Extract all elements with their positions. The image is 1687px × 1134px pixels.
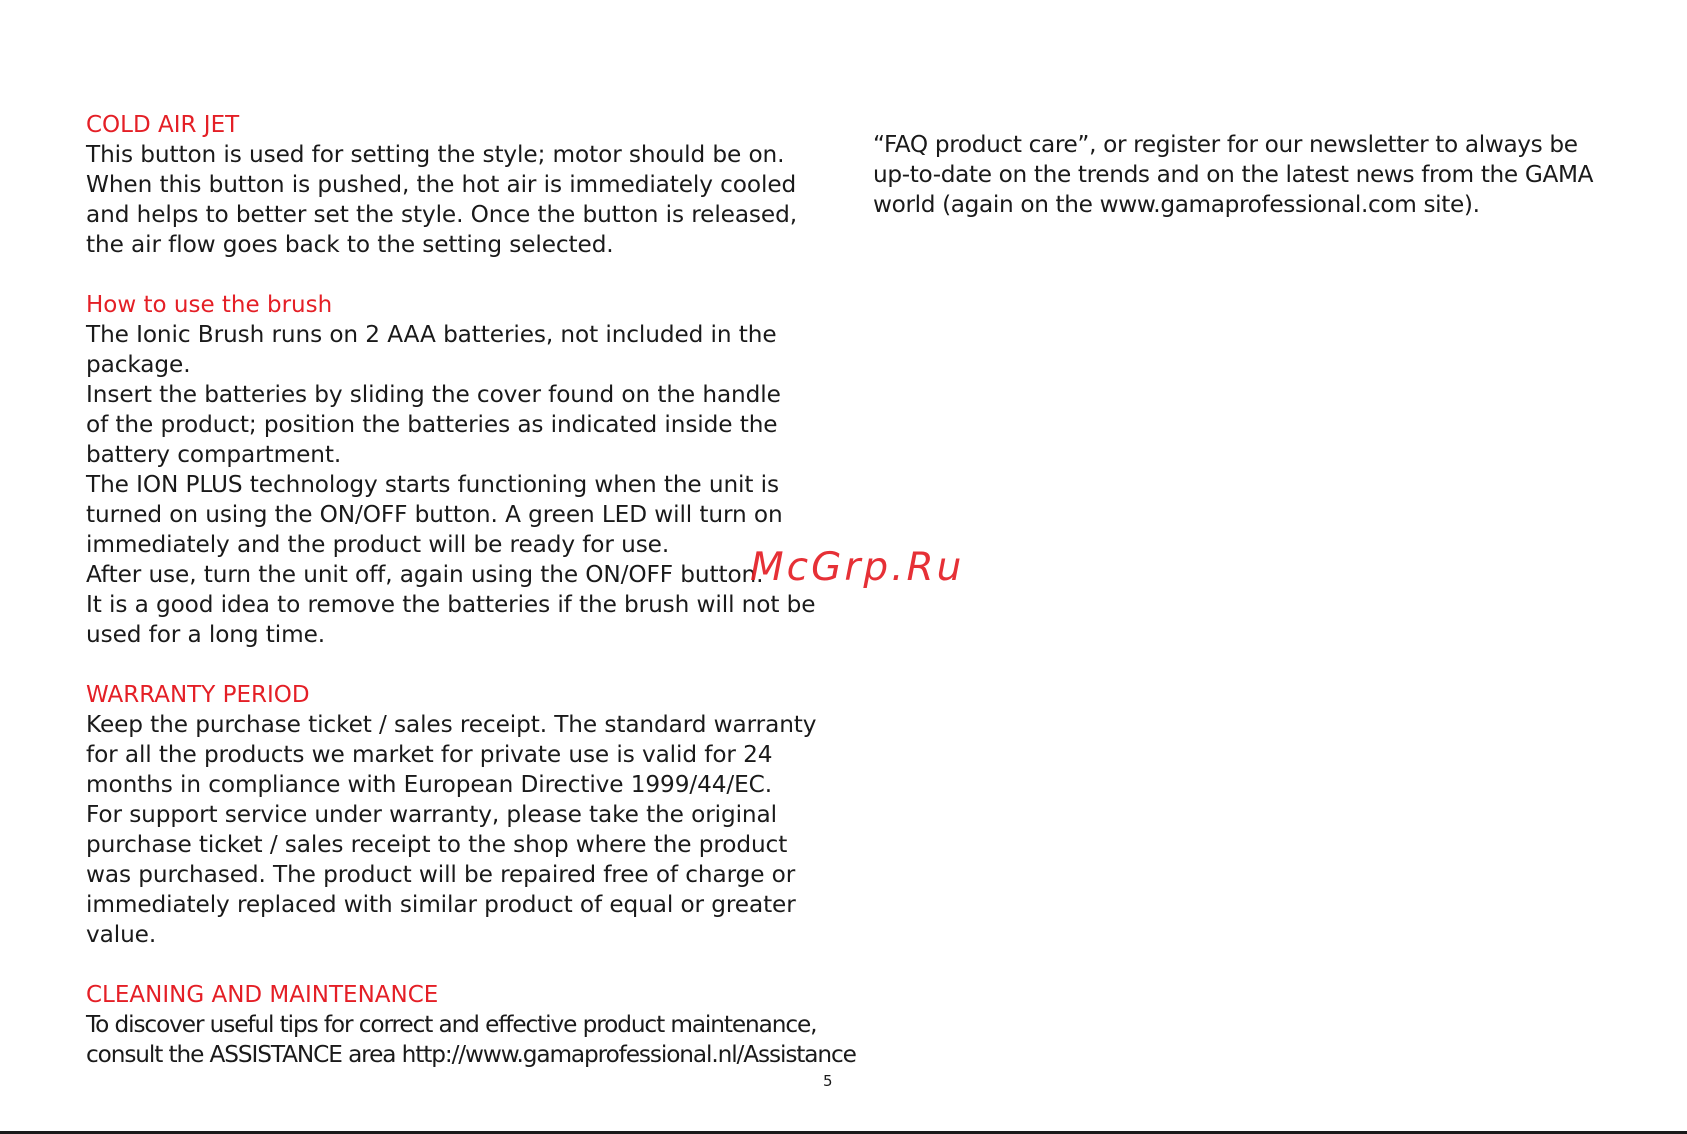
section-how-to-use	[86, 290, 816, 650]
paragraph-line: When this button is pushed, the hot air is immediately cooled	[86, 171, 797, 198]
section-heading: CLEANING AND MAINTENANCE	[86, 982, 439, 1008]
paragraph-line: immediately and the product will be ready for use.	[86, 531, 670, 558]
paragraph-line: months in compliance with European Directive 1999/44/EC.	[86, 771, 772, 798]
paragraph-line: of the product; position the batteries as indicated inside the	[86, 411, 778, 438]
section-heading: WARRANTY PERIOD	[86, 682, 310, 708]
paragraph-line: up-to-date on the trends and on the latest news from the GAMA	[873, 161, 1594, 188]
paragraph-line: world (again on the www.gamaprofessional.com site).	[873, 191, 1480, 218]
paragraph-line: was purchased. The product will be repaired free of charge or	[86, 861, 796, 888]
paragraph-line: The Ionic Brush runs on 2 AAA batteries, not included in the	[86, 321, 777, 348]
paragraph-line: For support service under warranty, please take the original	[86, 801, 777, 828]
paragraph-line: It is a good idea to remove the batteries if the brush will not be	[86, 591, 816, 618]
paragraph-line: immediately replaced with similar product of equal or greater	[86, 891, 796, 918]
section-cleaning	[86, 980, 856, 1070]
paragraph-line: consult the ASSISTANCE area http://www.gamaprofessional.nl/Assistance	[86, 1041, 856, 1068]
paragraph-line: “FAQ product care”, or register for our newsletter to always be	[873, 131, 1578, 158]
paragraph-line: After use, turn the unit off, again using the ON/OFF button.	[86, 561, 764, 588]
paragraph-line: the air flow goes back to the setting selected.	[86, 231, 614, 258]
paragraph-line: for all the products we market for private use is valid for 24	[86, 741, 773, 768]
paragraph-line: used for a long time.	[86, 621, 326, 648]
page-number: 5	[823, 1072, 833, 1090]
paragraph-line: This button is used for setting the style; motor should be on.	[86, 141, 785, 168]
section-cold-air-jet	[86, 110, 804, 260]
paragraph-line: Insert the batteries by sliding the cover found on the handle	[86, 381, 781, 408]
section-warranty	[86, 680, 817, 950]
paragraph-line: To discover useful tips for correct and effective product maintenance,	[86, 1011, 817, 1038]
watermark: McGrp.Ru	[750, 545, 965, 590]
paragraph-line: turned on using the ON/OFF button. A green LED will turn on	[86, 501, 783, 528]
paragraph-line: The ION PLUS technology starts functioning when the unit is	[86, 471, 779, 498]
paragraph-line: battery compartment.	[86, 441, 342, 468]
paragraph-line: purchase ticket / sales receipt to the shop where the product	[86, 831, 788, 858]
paragraph-line: value.	[86, 921, 157, 948]
paragraph-line: package.	[86, 351, 191, 378]
section-continued	[873, 130, 1594, 220]
section-heading: How to use the brush	[86, 292, 333, 318]
paragraph-line: Keep the purchase ticket / sales receipt. The standard warranty	[86, 711, 817, 738]
section-heading: COLD AIR JET	[86, 112, 240, 138]
paragraph-line: and helps to better set the style. Once the button is released,	[86, 201, 797, 228]
